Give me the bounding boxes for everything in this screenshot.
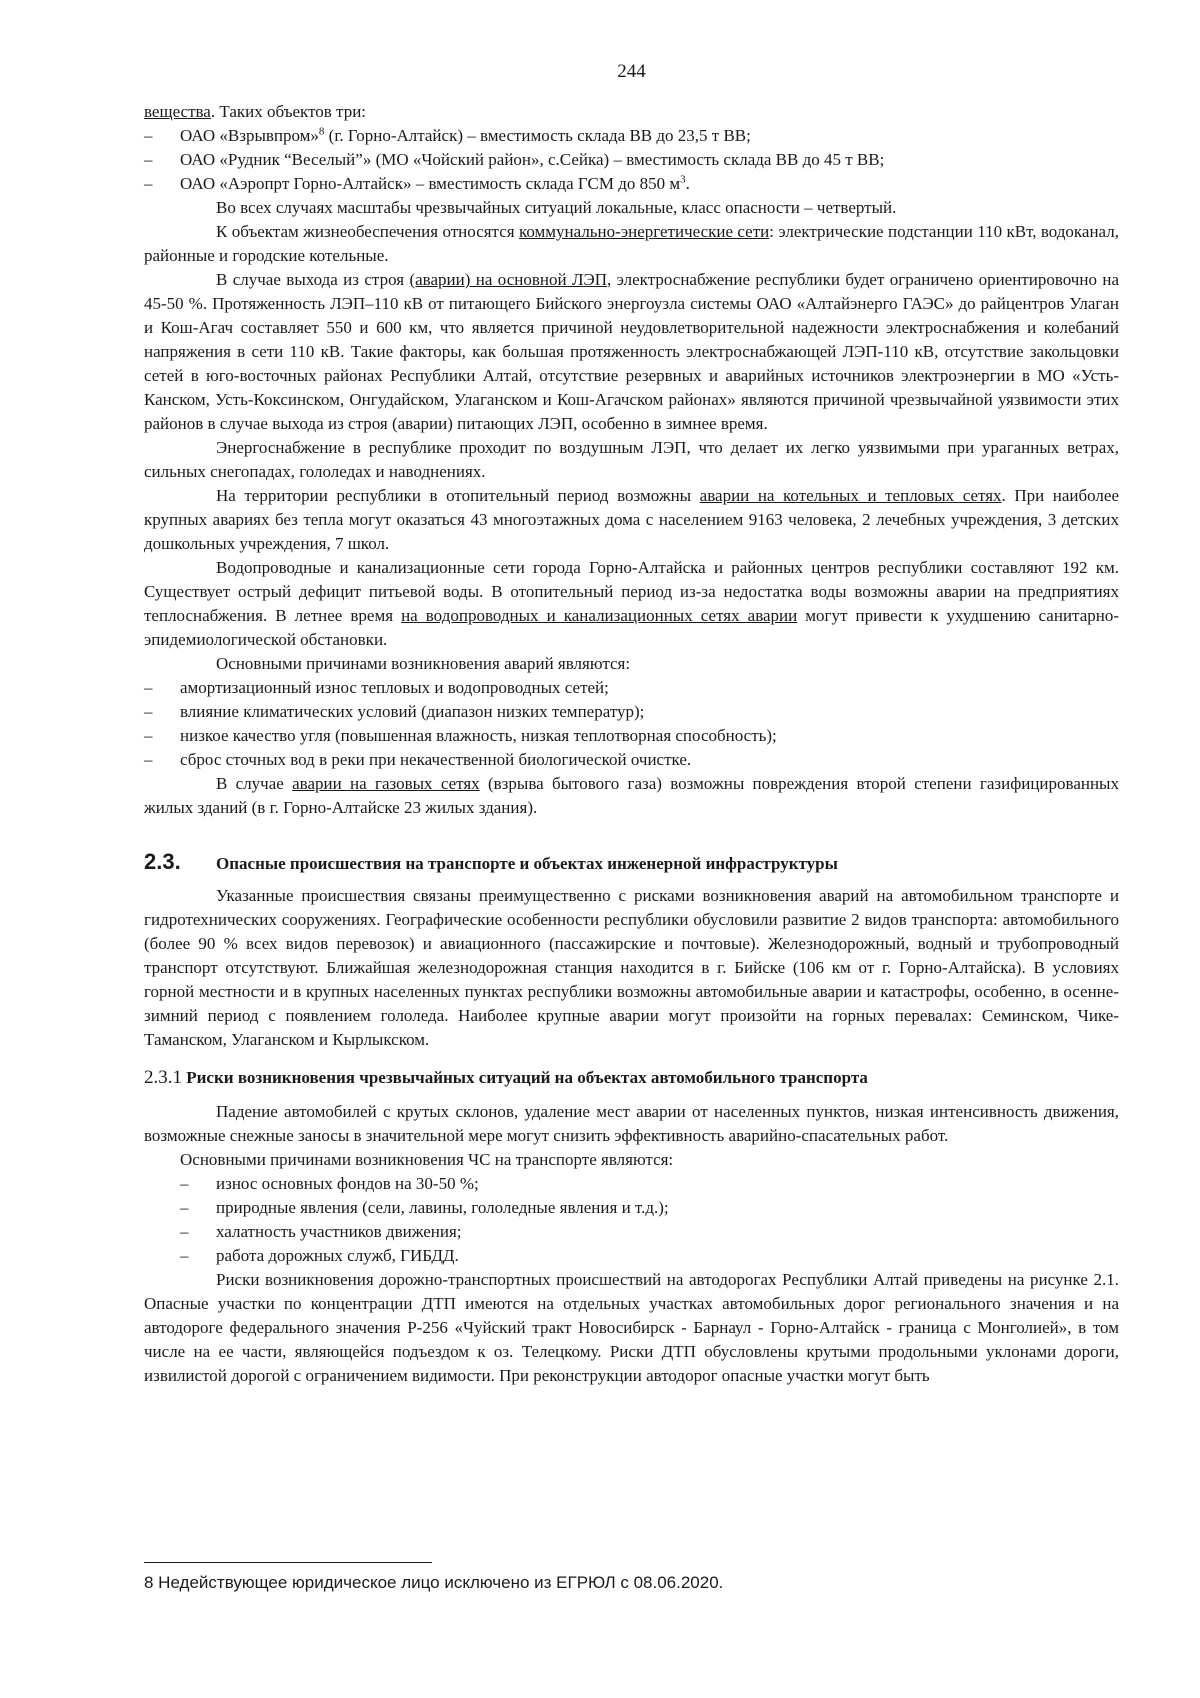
paragraph-gas <box>144 772 1119 820</box>
paragraph-life-support <box>144 220 1119 268</box>
paragraph-causes-transport: Основными причинами возникновения ЧС на транспорте являются: <box>180 1150 674 1169</box>
section-number: 2.3. <box>144 849 181 874</box>
list-item <box>144 148 1119 172</box>
superscript: 3 <box>680 173 686 186</box>
item-text: . <box>685 174 690 193</box>
intro-rest: . Таких объектов три: <box>210 102 367 121</box>
text: К объектам жизнеобеспечения относятся <box>216 222 519 241</box>
item-text: (г. Горно-Алтайск) – вместимость склада ВВ до 23,5 т ВВ; <box>324 126 751 145</box>
underlined-text: аварии на газовых сетях <box>292 774 480 793</box>
underlined-text: аварии на котельных и тепловых сетях <box>699 486 1002 505</box>
document-page <box>144 60 1119 1388</box>
subsection-title: Риски возникновения чрезвычайных ситуаций на объектах автомобильного транспорта <box>186 1068 868 1087</box>
paragraph-power <box>144 268 1119 436</box>
text: В случае выхода из строя <box>216 270 410 289</box>
text: могут привести к ухудшению санитарно-эпидемиологической обстановки. <box>144 606 1119 649</box>
paragraph-transport: Указанные происшествия связаны преимущественно с рисками возникновения аварий на автомобильном транспорте и гидротехнических сооружениях. Географические особенности республики обусловили развитие 2 видов транспорта: автомобильного (более 90 % всех видов перевозок) и авиационного (пассажирские и почтовые). Железнодорожный, водный и трубопроводный транспорт отсутствуют. Ближайшая железнодорожная станция находится в г. Бийске (106 км от г. Горно-Алтайска). В условиях горной местности и в крупных населенных пунктах республики возможны автомобильные аварии и катастрофы, особенно, в осенне-зимний период с появлением гололеда. Наиболее крупные аварии могут произойти на горных перевалах: Семинском, Чике-Таманском, Улаганском и Кырлыкском. <box>144 886 1119 1049</box>
section-heading-2-3 <box>144 850 1119 876</box>
causes-list <box>144 676 1119 772</box>
paragraph-causes: Основными причинами возникновения аварий являются: <box>216 654 631 673</box>
text: В случае <box>216 774 293 793</box>
list-item: – природные явления (сели, лавины, гололедные явления и т.д.); <box>144 1196 1119 1220</box>
text: На территории республики в отопительный период возможны <box>216 486 700 505</box>
paragraph-risks: Риски возникновения дорожно-транспортных происшествий на автодорогах Республики Алтай приведены на рисунке 2.1. Опасные участки по концентрации ДТП имеются на отдельных участках автомобильных дорог регионального значения и на автодороге федерального значения Р-256 «Чуйский тракт Новосибирск - Барнаул - Горно-Алтайск - граница с Монголией», в том числе на ее части, являющейся подъездом к оз. Телецкому. Риски ДТП обусловлены крутыми продольными уклонами дороги, извилистой дорогой с ограничением видимости. При реконструкции автодорог опасные участки могут быть <box>144 1270 1119 1385</box>
transport-causes-list <box>144 1172 1119 1268</box>
list-item: – работа дорожных служб, ГИБДД. <box>144 1244 1119 1268</box>
footnote: 8 Недействующее юридическое лицо исключено из ЕГРЮЛ с 08.06.2020. <box>144 1573 724 1592</box>
item-text: ОАО «Аэропрт Горно-Алтайск» – вместимость склада ГСМ до 850 м <box>180 174 681 193</box>
underlined-text: (аварии) на основной ЛЭП <box>409 270 608 289</box>
facilities-list <box>144 124 1119 196</box>
list-item: – халатность участников движения; <box>144 1220 1119 1244</box>
text: . При наиболее крупных авариях без тепла могут оказаться 43 многоэтажных дома с населением 9163 человека, 2 лечебных учреждения, 3 детских дошкольных учреждения, 7 школ. <box>144 486 1119 553</box>
list-item <box>144 124 1119 148</box>
list-item: – влияние климатических условий (диапазон низких температур); <box>144 700 1119 724</box>
footnote-divider <box>144 1562 432 1563</box>
list-item: – низкое качество угля (повышенная влажность, низкая теплотворная способность); <box>144 724 1119 748</box>
paragraph-water <box>144 556 1119 652</box>
intro-underlined: вещества <box>144 102 211 121</box>
page-number: 244 <box>617 61 646 82</box>
footnote-ref: 8 <box>318 125 325 138</box>
intro-line <box>144 100 1119 124</box>
subsection-heading-2-3-1 <box>144 1066 1119 1090</box>
paragraph-energy: Энергоснабжение в республике проходит по воздушным ЛЭП, что делает их легко уязвимыми при ураганных ветрах, сильных снегопадах, гололедах и наводнениях. <box>144 438 1119 481</box>
list-item: – износ основных фондов на 30-50 %; <box>144 1172 1119 1196</box>
text: , электроснабжение республики будет ограничено ориентировочно на 45-50 %. Протяженность ЛЭП–110 кВ от питающего Бийского энергоузла системы ОАО «Алтайэнерго ГАЭС» до райцентров Улаган и Кош-Агач составляет 550 и 600 км, что является причиной неудовлетворительной надежности электроснабжения и колебаний напряжения в сети 110 кВ. Такие факторы, как большая протяженность электроснабжающей ЛЭП-110 кВ, отсутствие закольцовки сетей в юго-восточных районах Республики Алтай, отсутствие резервных и аварийных источников электроэнергии в МО «Усть-Канском, Усть-Коксинском, Онгудайском, Улаганском и Кош-Агачском районах» являются причиной чрезвычайной уязвимости этих районов в случае выхода из строя (аварии) питающих ЛЭП, особенно в зимнее время. <box>144 270 1119 433</box>
text: : электрические подстанции 110 кВт, водоканал, районные и городские котельные. <box>144 222 1119 265</box>
list-item: – сброс сточных вод в реки при некачественной биологической очистке. <box>144 748 1119 772</box>
underlined-text: на водопроводных и канализационных сетях аварии <box>401 606 798 625</box>
list-item <box>144 172 1119 196</box>
item-text: ОАО «Рудник “Веселый”» (МО «Чойский район», с.Сейка) – вместимость склада ВВ до 45 т ВВ; <box>180 150 885 169</box>
paragraph-fall: Падение автомобилей с крутых склонов, удаление мест аварии от населенных пунктов, низкая интенсивность движения, возможные снежные заносы в значительной мере могут снизить эффективность аварийно-спасательных работ. <box>144 1102 1119 1145</box>
text: Водопроводные и канализационные сети города Горно-Алтайска и районных центров республики составляют 192 км. Существует острый дефицит питьевой воды. В отопительный период из-за недостатка воды возможны аварии на предприятиях теплоснабжения. В летнее время <box>144 558 1119 625</box>
underlined-text: коммунально-энергетические сети <box>518 222 770 241</box>
list-item: – амортизационный износ тепловых и водопроводных сетей; <box>144 676 1119 700</box>
paragraph-heat <box>144 484 1119 556</box>
paragraph-scale: Во всех случаях масштабы чрезвычайных ситуаций локальные, класс опасности – четвертый. <box>216 198 897 217</box>
item-text: ОАО «Взрывпром» <box>180 126 319 145</box>
section-title: Опасные происшествия на транспорте и объектах инженерной инфраструктуры <box>216 854 838 873</box>
subsection-number: 2.3.1 <box>144 1067 182 1088</box>
text: (взрыва бытового газа) возможны повреждения второй степени газифицированных жилых зданий (в г. Горно-Алтайске 23 жилых здания). <box>144 774 1119 817</box>
